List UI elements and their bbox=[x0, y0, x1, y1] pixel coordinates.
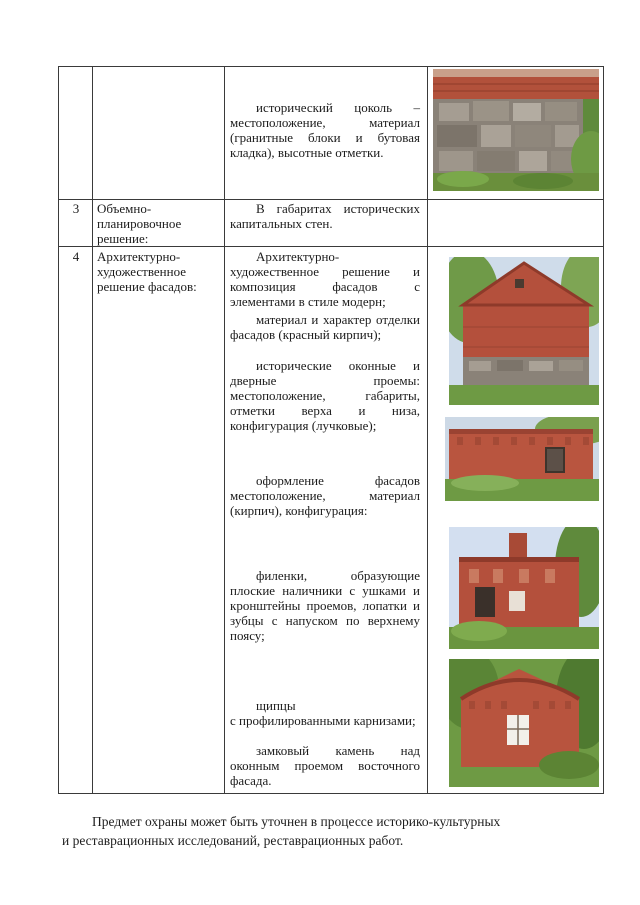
column-divider bbox=[92, 67, 93, 793]
row-name: Архитектурно-художественное решение фасадов: bbox=[97, 249, 197, 294]
plinth-description: исторический цоколь – местоположение, материал (гранитные блоки и бутовая кладка), высотные отметки. bbox=[230, 100, 420, 160]
column-divider bbox=[427, 67, 428, 793]
heritage-protection-table bbox=[58, 66, 604, 794]
east-facade-window-photo bbox=[449, 659, 599, 787]
cornices-text: с профилированными карнизами; bbox=[230, 713, 416, 728]
row-number: 3 bbox=[72, 201, 80, 216]
row-number: 4 bbox=[72, 249, 80, 264]
finish-material-text: материал и характер отделки фасадов (красный кирпич); bbox=[230, 312, 420, 342]
footer-line-1: Предмет охраны может быть уточнен в процессе историко-культурных bbox=[92, 814, 501, 829]
layout-description: В габаритах исторических капитальных стен. bbox=[230, 201, 420, 231]
plinth-stonework-photo bbox=[433, 69, 599, 191]
chimney-facade-photo bbox=[449, 527, 599, 649]
panels-text: филенки, образующие плоские наличники с ушками и кронштейны проемов, лопатки и зубцы с напуском по верхнему поясу; bbox=[230, 568, 420, 643]
gable-facade-photo bbox=[449, 257, 599, 405]
footer-line-2: и реставрационных исследований, реставрационных работ. bbox=[62, 833, 404, 848]
facade-decoration-text: оформление фасадов местоположение, материал (кирпич), конфигурация: bbox=[230, 473, 420, 518]
row-name: Объемно-планировочное решение: bbox=[97, 201, 182, 246]
facade-composition-text: Архитектурно-художественное решение и композиция фасадов с элементами в стиле модерн; bbox=[230, 249, 420, 309]
row-divider bbox=[59, 246, 603, 247]
keystone-text: замковый камень над оконным проемом восточного фасада. bbox=[230, 743, 420, 788]
row-divider bbox=[59, 199, 603, 200]
openings-text: исторические оконные и дверные проемы: местоположение, габариты, отметки верха и низа, конфигурация (лучковые); bbox=[230, 358, 420, 433]
long-facade-photo bbox=[445, 417, 599, 501]
footer-note bbox=[62, 812, 562, 850]
gables-text: щипцы bbox=[256, 698, 296, 713]
column-divider bbox=[224, 67, 225, 793]
